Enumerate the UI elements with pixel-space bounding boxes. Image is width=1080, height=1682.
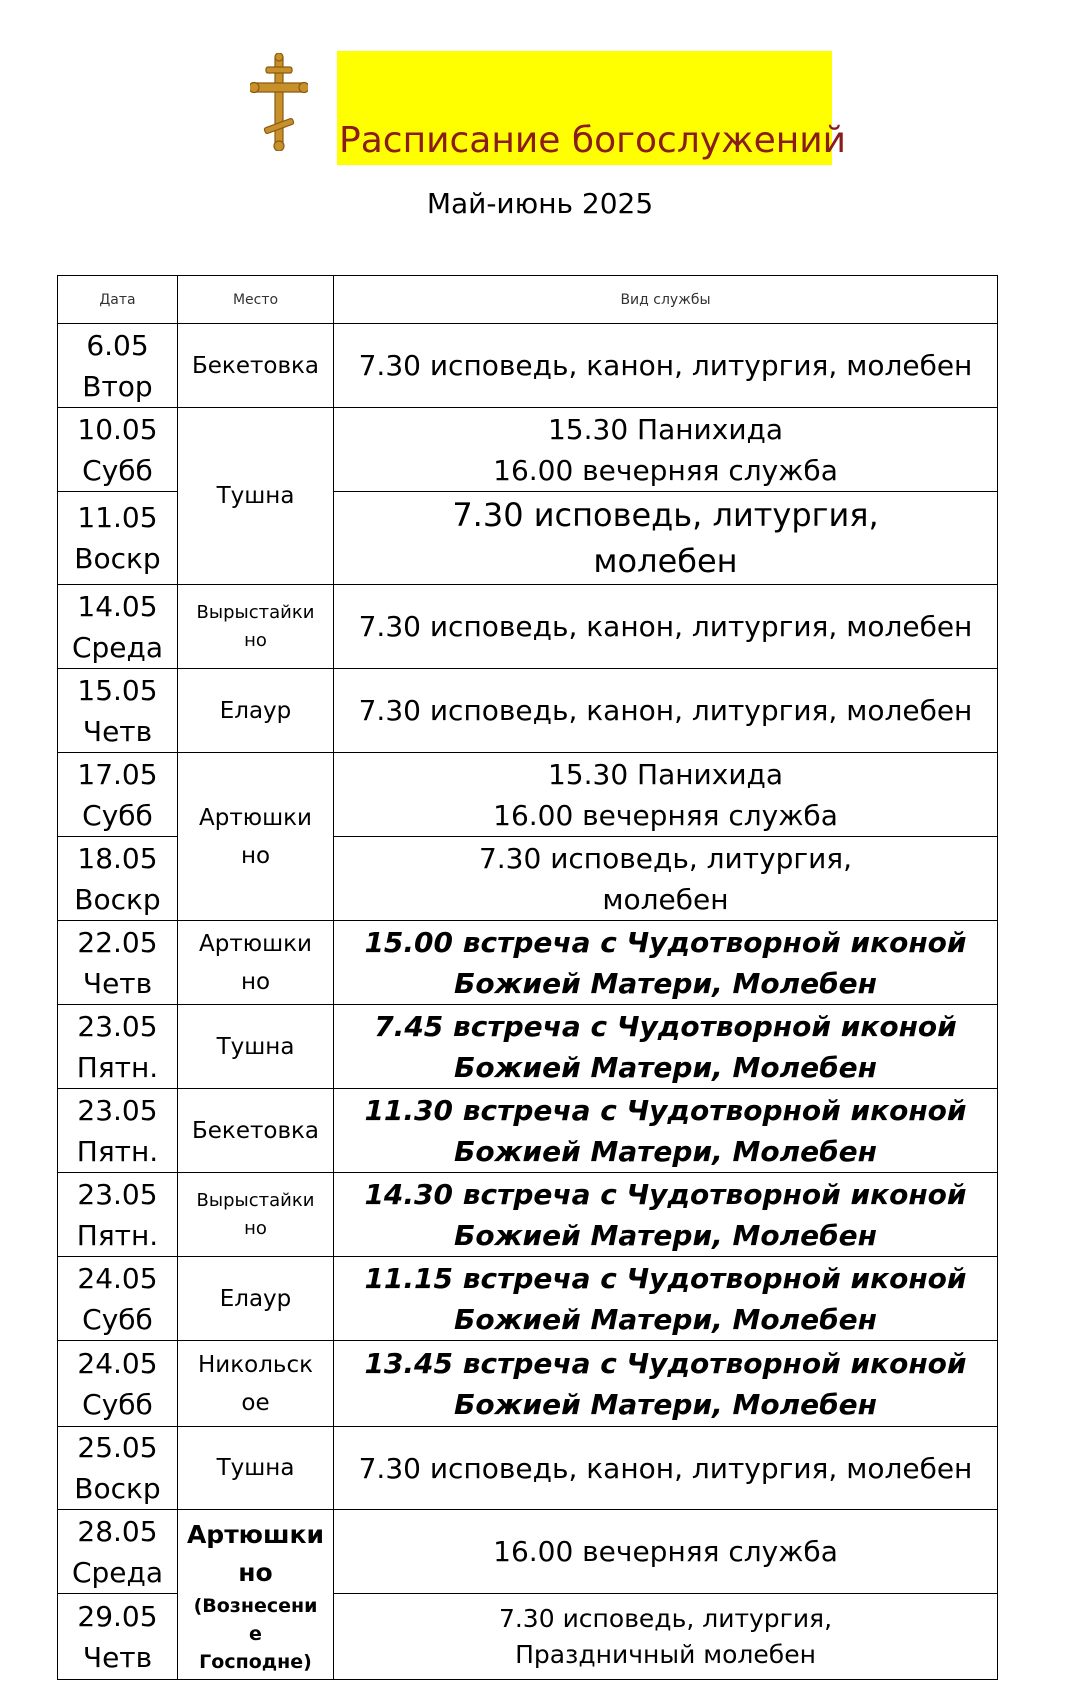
date: 15.05 xyxy=(77,673,158,707)
place-cell: Артюшки но xyxy=(178,753,334,921)
weekday: Воскр xyxy=(74,542,161,575)
place-cell xyxy=(178,1510,334,1680)
date-cell xyxy=(58,1173,178,1257)
date-cell xyxy=(58,753,178,837)
orthodox-cross-icon xyxy=(250,53,308,151)
weekday: Воскр xyxy=(74,882,161,916)
weekday: Среда xyxy=(71,1555,164,1589)
weekday: Воскр xyxy=(74,1472,161,1505)
date: 24.05 xyxy=(77,1346,158,1380)
service-cell: 15.30 Панихида 16.00 вечерняя служба xyxy=(334,753,998,837)
weekday: Втор xyxy=(82,369,153,403)
date: 22.05 xyxy=(77,925,158,959)
date: 14.05 xyxy=(77,589,158,623)
title-banner xyxy=(337,51,847,165)
date-cell xyxy=(58,1341,178,1427)
place-cell: Никольск ое xyxy=(178,1341,334,1427)
date: 29.05 xyxy=(77,1599,158,1633)
service-cell: 11.15 встреча с Чудотворной иконой Божией Матери, Молебен xyxy=(334,1257,998,1341)
place-cell: Бекетовка xyxy=(178,1089,334,1173)
table-row xyxy=(58,324,998,408)
weekday: Среда xyxy=(71,630,164,664)
service-cell: 7.45 встреча с Чудотворной иконой Божией Матери, Молебен xyxy=(334,1005,998,1089)
weekday: Субб xyxy=(82,1387,153,1421)
date: 18.05 xyxy=(77,841,158,875)
weekday: Субб xyxy=(82,798,153,832)
table-row xyxy=(58,1510,998,1594)
date-cell xyxy=(58,1510,178,1594)
date-cell xyxy=(58,585,178,669)
cross-letters-right: XC xyxy=(287,98,299,107)
place-cell: Артюшки но xyxy=(178,921,334,1005)
service-cell: 15.30 Панихида 16.00 вечерняя служба xyxy=(334,408,998,492)
table-row xyxy=(58,1005,998,1089)
date-cell xyxy=(58,837,178,921)
cross-letters-left: IC xyxy=(261,98,271,107)
weekday: Субб xyxy=(82,1302,153,1336)
page-title: Расписание богослужений xyxy=(339,119,847,161)
table-row xyxy=(58,408,998,492)
date-cell xyxy=(58,408,178,492)
place-name: Артюшки но xyxy=(186,1520,325,1587)
date-cell xyxy=(58,1257,178,1341)
column-header-place: Место xyxy=(178,276,334,324)
date: 17.05 xyxy=(77,757,158,791)
service-cell: 7.30 исповедь, литургия, молебен xyxy=(334,492,998,585)
page-subtitle: Май-июнь 2025 xyxy=(426,187,654,220)
table-row xyxy=(58,669,998,753)
date: 23.05 xyxy=(77,1093,158,1127)
service-cell: 16.00 вечерняя служба xyxy=(334,1510,998,1594)
place-cell: Вырыстайки но xyxy=(178,585,334,669)
date-cell xyxy=(58,1005,178,1089)
date: 24.05 xyxy=(77,1261,158,1295)
weekday: Пятн. xyxy=(76,1218,159,1252)
service-cell: 7.30 исповедь, канон, литургия, молебен xyxy=(334,585,998,669)
date-cell xyxy=(58,1089,178,1173)
place-cell: Тушна xyxy=(178,408,334,585)
date: 23.05 xyxy=(77,1177,158,1211)
weekday: Пятн. xyxy=(76,1134,159,1168)
table-row xyxy=(58,921,998,1005)
date-cell xyxy=(58,669,178,753)
service-cell: 7.30 исповедь, канон, литургия, молебен xyxy=(334,324,998,408)
date-cell xyxy=(58,324,178,408)
date-cell xyxy=(58,921,178,1005)
service-cell: 13.45 встреча с Чудотворной иконой Божией Матери, Молебен xyxy=(334,1341,998,1427)
date: 10.05 xyxy=(77,412,158,446)
service-cell: 15.00 встреча с Чудотворной иконой Божией Матери, Молебен xyxy=(334,921,998,1005)
place-cell: Тушна xyxy=(178,1005,334,1089)
service-cell: 11.30 встреча с Чудотворной иконой Божией Матери, Молебен xyxy=(334,1089,998,1173)
table-row xyxy=(58,1173,998,1257)
service-cell: 7.30 исповедь, канон, литургия, молебен xyxy=(334,669,998,753)
place-cell: Тушна xyxy=(178,1427,334,1510)
place-cell: Бекетовка xyxy=(178,324,334,408)
date: 6.05 xyxy=(86,328,149,362)
table-row xyxy=(58,753,998,837)
date: 11.05 xyxy=(77,501,158,534)
place-cell: Елаур xyxy=(178,669,334,753)
service-cell: 7.30 исповедь, канон, литургия, молебен xyxy=(334,1427,998,1510)
weekday: Пятн. xyxy=(76,1050,159,1084)
schedule-table xyxy=(57,275,998,1680)
date-cell xyxy=(58,492,178,585)
table-row xyxy=(58,1257,998,1341)
service-cell: 14.30 встреча с Чудотворной иконой Божией Матери, Молебен xyxy=(334,1173,998,1257)
weekday: Субб xyxy=(82,453,153,487)
weekday: Четв xyxy=(82,966,153,1000)
table-row xyxy=(58,585,998,669)
place-cell: Вырыстайки но xyxy=(178,1173,334,1257)
table-row xyxy=(58,1089,998,1173)
date-cell xyxy=(58,1427,178,1510)
table-header-row xyxy=(58,276,998,324)
date-cell xyxy=(58,1594,178,1680)
table-row xyxy=(58,1341,998,1427)
place-note: (Вознесени е Господне) xyxy=(193,1595,318,1673)
column-header-date: Дата xyxy=(58,276,178,324)
weekday: Четв xyxy=(82,714,153,748)
service-cell: 7.30 исповедь, литургия, Праздничный молебен xyxy=(334,1594,998,1680)
weekday: Четв xyxy=(82,1640,153,1674)
table-row xyxy=(58,1427,998,1510)
date: 28.05 xyxy=(77,1514,158,1548)
service-cell: 7.30 исповедь, литургия, молебен xyxy=(334,837,998,921)
date: 25.05 xyxy=(77,1431,158,1464)
place-cell: Елаур xyxy=(178,1257,334,1341)
date: 23.05 xyxy=(77,1009,158,1043)
column-header-service: Вид службы xyxy=(334,276,998,324)
